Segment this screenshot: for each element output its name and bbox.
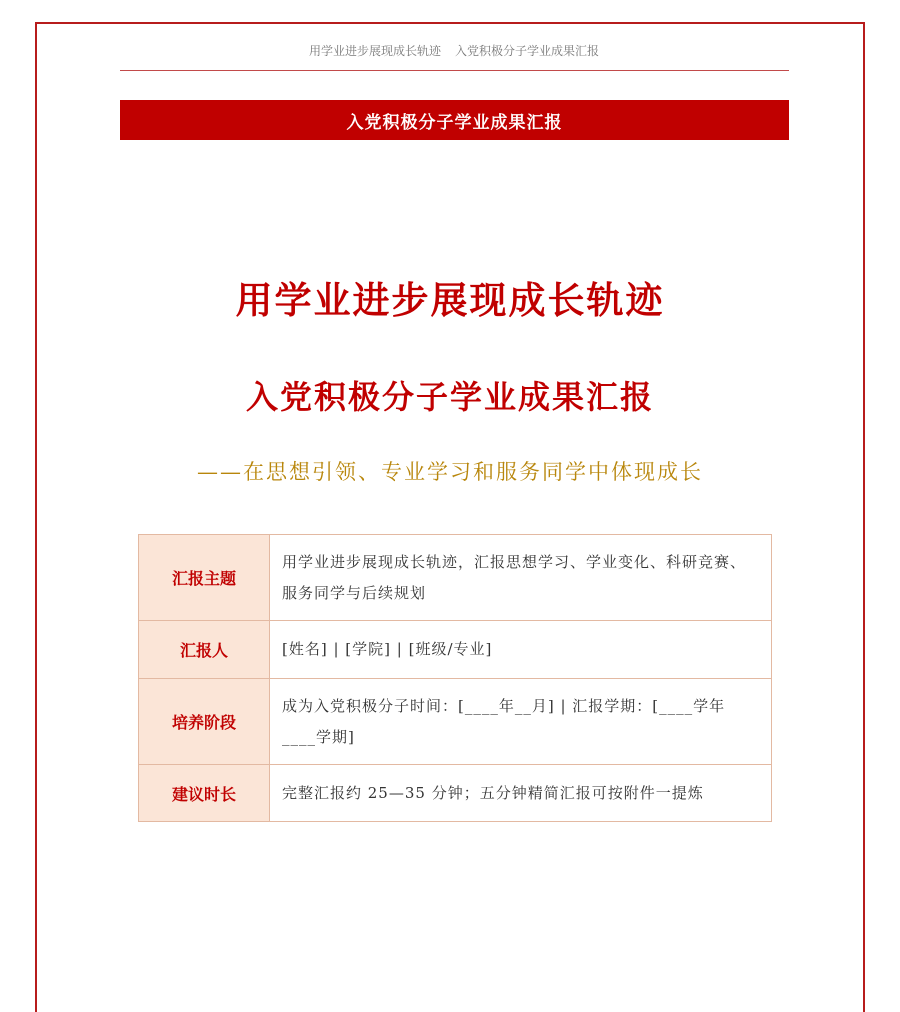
cover-title: 用学业进步展现成长轨迹 xyxy=(235,279,665,322)
row-value-stage: 成为入党积极分子时间：[____年__月] | 汇报学期：[____学年____学期] xyxy=(270,679,772,765)
row-value-reporter: [姓名] | [学院] | [班级/专业] xyxy=(270,621,772,679)
row-label-theme: 汇报主题 xyxy=(139,535,270,621)
page-frame xyxy=(35,22,865,1012)
table-row xyxy=(139,679,772,765)
cover-tagline: ——在思想引领、专业学习和服务同学中体现成长 xyxy=(197,460,703,484)
running-header-left: 用学业进步展现成长轨迹 xyxy=(308,44,441,58)
table-row xyxy=(139,621,772,679)
running-header xyxy=(120,42,788,59)
header-rule xyxy=(120,70,789,71)
running-header-right: 入党积极分子学业成果汇报 xyxy=(455,44,600,58)
table-row xyxy=(139,535,772,621)
row-label-duration: 建议时长 xyxy=(139,765,270,822)
banner-text: 入党积极分子学业成果汇报 xyxy=(346,112,563,133)
cover-subtitle: 入党积极分子学业成果汇报 xyxy=(245,378,654,416)
report-info-table xyxy=(138,534,772,822)
title-banner xyxy=(120,100,789,140)
table-row xyxy=(139,765,772,822)
row-label-reporter: 汇报人 xyxy=(139,621,270,679)
row-value-duration: 完整汇报约 25—35 分钟；五分钟精简汇报可按附件一提炼 xyxy=(270,765,772,822)
row-value-theme: 用学业进步展现成长轨迹，汇报思想学习、学业变化、科研竞赛、服务同学与后续规划 xyxy=(270,535,772,621)
row-label-stage: 培养阶段 xyxy=(139,679,270,765)
